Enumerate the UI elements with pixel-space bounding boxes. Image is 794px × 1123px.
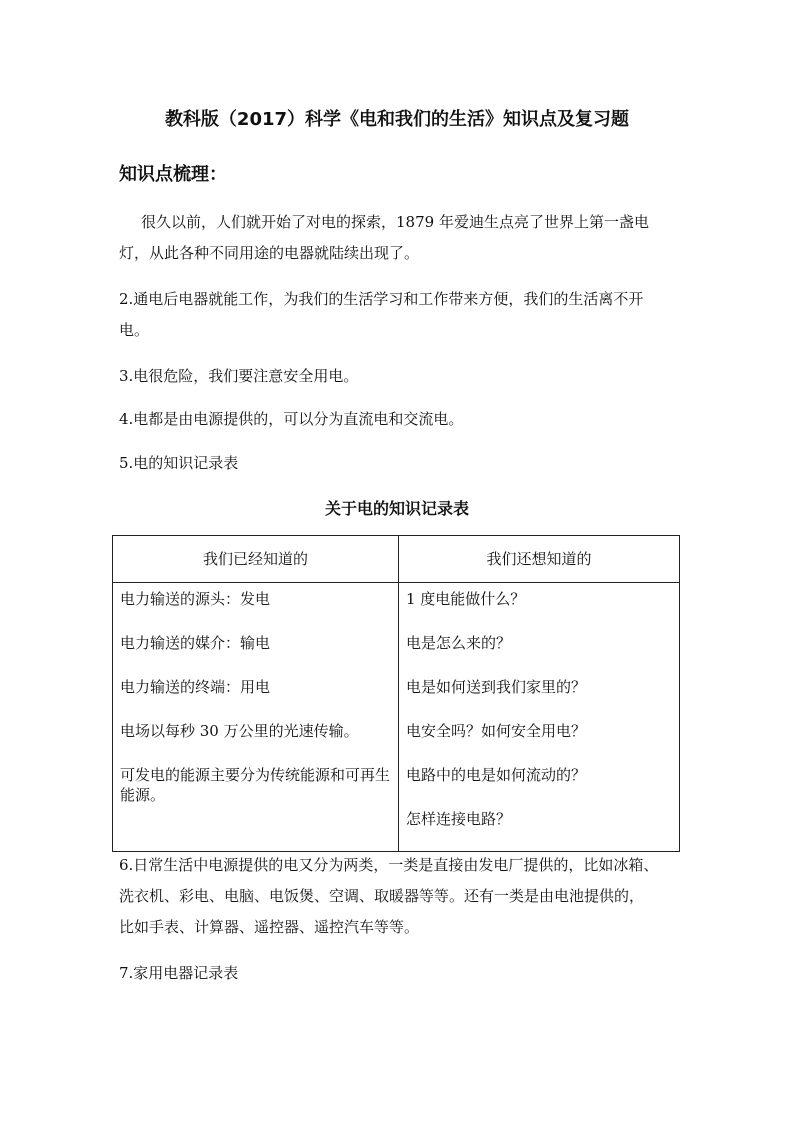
want-cell [399,583,680,852]
table-row [113,583,680,852]
table-title: 关于电的知识记录表 [324,499,469,518]
paragraph-6-line-2: 洗衣机、彩电、电脑、电饭煲、空调、取暖器等等。还有一类是由电池提供的， [119,887,645,905]
paragraph-3: 3.电很危险，我们要注意安全用电。 [119,367,359,385]
want-item: 电是怎么来的？ [406,634,512,652]
known-item: 可发电的能源主要分为传统能源和可再生能源。 [120,766,391,804]
known-item: 电力输送的源头：发电 [120,590,271,608]
known-item: 电场以每秒 30 万公里的光速传输。 [120,722,359,740]
paragraph-6-line-1: 6.日常生活中电源提供的电又分为两类，一类是直接由发电厂提供的，比如冰箱、 [119,856,659,874]
want-item: 怎样连接电路？ [406,810,512,828]
known-item: 电力输送的媒介：输电 [120,634,271,652]
knowledge-table [112,535,680,852]
paragraph-5: 5.电的知识记录表 [119,454,239,472]
want-item: 电是如何送到我们家里的？ [406,678,587,696]
paragraph-1-line-2: 灯，从此各种不同用途的电器就陆续出现了。 [119,244,420,262]
paragraph-1-line-1: 很久以前，人们就开始了对电的探索，1879 年爱迪生点亮了世界上第一盏电 [141,213,649,231]
want-item: 电安全吗？如何安全用电？ [406,722,587,740]
paragraph-7: 7.家用电器记录表 [119,964,239,982]
section-heading: 知识点梳理： [119,164,227,185]
paragraph-4: 4.电都是由电源提供的，可以分为直流电和交流电。 [119,410,464,428]
known-cell [113,583,399,852]
table-header-known: 我们已经知道的 [113,536,399,583]
table-header-row [113,536,680,583]
page-title: 教科版（2017）科学《电和我们的生活》知识点及复习题 [164,109,630,130]
paragraph-6-line-3: 比如手表、计算器、遥控器、遥控汽车等等。 [119,918,420,936]
known-item: 电力输送的终端：用电 [120,678,271,696]
paragraph-2-line-1: 2.通电后电器就能工作，为我们的生活学习和工作带来方便，我们的生活离不开 [119,290,644,308]
want-item: 1 度电能做什么？ [406,590,526,608]
want-item: 电路中的电是如何流动的？ [406,766,587,784]
table-header-want: 我们还想知道的 [399,536,680,583]
paragraph-2-line-2: 电。 [119,321,150,339]
